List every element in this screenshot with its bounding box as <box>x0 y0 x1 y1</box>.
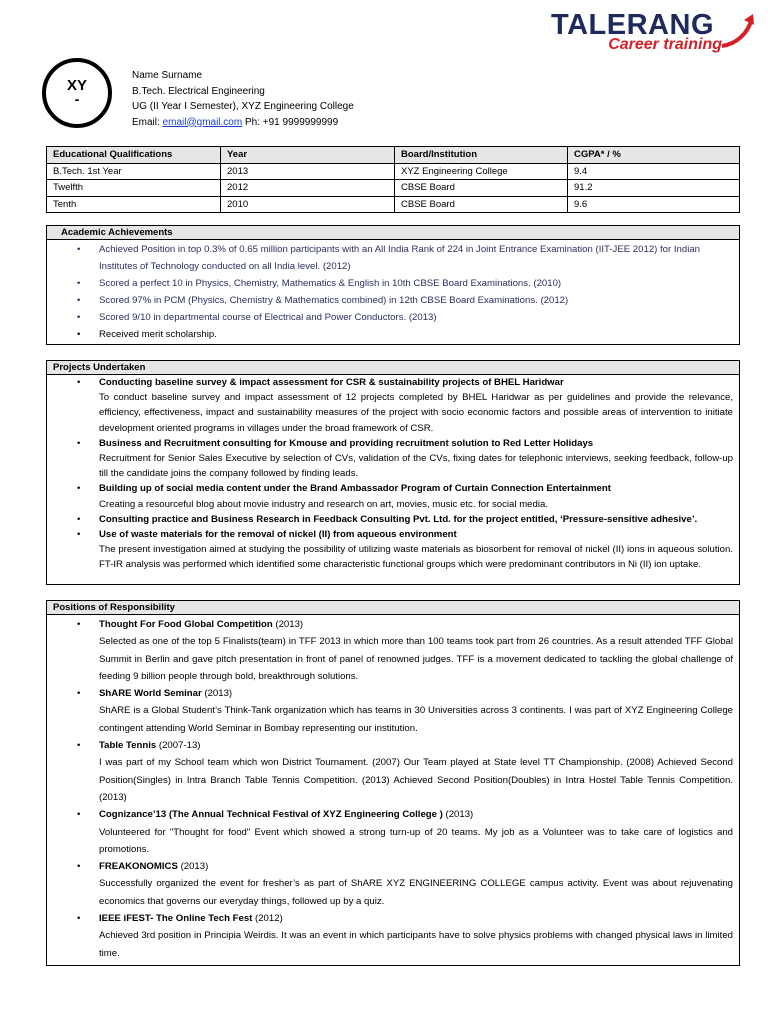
position-title: Thought For Food Global Competition <box>99 619 273 630</box>
list-item: • Scored 97% in PCM (Physics, Chemistry & Mathematics combined) in 12th CBSE Board Examinations. (2012) <box>99 292 733 309</box>
list-item <box>99 375 733 436</box>
positions-section <box>46 600 740 966</box>
academic-achievements-section <box>46 225 740 345</box>
list-item <box>99 685 733 737</box>
table-cell: 9.6 <box>568 196 740 213</box>
table-cell: 2010 <box>221 196 395 213</box>
list-item <box>99 512 733 527</box>
position-year: (2012) <box>255 913 283 925</box>
list-item: • Scored a perfect 10 in Physics, Chemistry, Mathematics & English in 10th CBSE Board Examinations. (2010) <box>99 275 733 292</box>
table-row <box>47 163 740 180</box>
brand-tagline: Career training <box>608 36 722 53</box>
table-cell: 2013 <box>221 163 395 180</box>
column-header: Board/Institution <box>395 147 568 164</box>
table-cell: 9.4 <box>568 163 740 180</box>
position-description: Selected as one of the top 5 Finalists(team) in TFF 2013 in which more than 100 teams took part from 26 countries. As a result attended TFF Global Summit in Berlin and gave pitch presentation in front of panel of renowned judges. TFF is a movement dedicated to tackling the global challenge of feeding 9 billion people through bold, breakthrough solutions. <box>99 636 733 682</box>
table-cell: 2012 <box>221 180 395 197</box>
position-title: Cognizance’13 (The Annual Technical Festival of XYZ Engineering College ) <box>99 809 443 821</box>
position-title: Table Tennis <box>99 740 157 752</box>
list-item <box>99 481 733 511</box>
avatar-initials: XY <box>66 77 87 94</box>
position-year: (2013) <box>275 619 304 630</box>
talerang-logo <box>543 8 758 56</box>
table-cell: Twelfth <box>47 180 221 197</box>
study-status: UG (II Year I Semester), XYZ Engineering College <box>132 101 354 112</box>
table-cell: CBSE Board <box>395 196 568 213</box>
column-header: Year <box>221 147 395 164</box>
achievements-list <box>47 240 739 343</box>
position-description: Successfully organized the event for fresher’s as part of ShARE XYZ ENGINEERING COLLEGE campus activity. Event was about rejuvenating economics that governs our everyday things, followed up by a quiz. <box>99 878 733 907</box>
contact-block <box>132 68 354 130</box>
position-description: Volunteered for "Thought for food" Event which showed a strong turn-up of 20 teams. My job as a Volunteer was to take care of logistics and promotions. <box>99 826 733 855</box>
candidate-name: Name Surname <box>132 70 203 81</box>
project-title: • Business and Recruitment consulting for Kmouse and providing recruitment solution to Red Letter Holidays <box>99 437 594 449</box>
phone: Ph: +91 9999999999 <box>244 116 339 128</box>
section-heading: Projects Undertaken <box>47 361 739 375</box>
brand-name: TALERANG <box>551 9 714 41</box>
avatar-mark: - <box>74 91 80 107</box>
position-description: I was part of my School team which won District Tournament. (2007) Our Team played at State level TT Championship. (2008) Achieved Second Position(Singles) in Intra Branch Table Tennis Competition. (2013) Achieved Second Position(Doubles) in Intra Hostel Table Tennis Competition. (2013) <box>99 757 733 803</box>
project-description: Creating a resourceful blog about movie industry and research on art, movies, music etc. for social media. <box>99 498 548 510</box>
position-year: (2013) <box>180 861 209 873</box>
positions-list <box>47 615 739 962</box>
column-header: CGPA* / % <box>568 147 740 164</box>
position-year: (2013) <box>445 809 474 821</box>
swoosh-icon <box>718 8 758 52</box>
project-description: To conduct baseline survey and impact assessment of 12 projects completed by BHEL Haridwar as per guidelines and provide the relevance, efficiency, effectiveness, impact and sustainability measures of the project with socio economic factors and possible areas of intervention to initiate development oriented programs in villages under the broad framework of CSR. <box>99 392 733 434</box>
table-cell: Tenth <box>47 196 221 213</box>
position-year: (2013) <box>204 688 233 700</box>
table-row <box>47 196 740 213</box>
project-description: Recruitment for Senior Sales Executive by selection of CVs, validation of the CVs, fixing dates for telephonic interviews, seeking feedback, follow-up till the candidate joins the company followed by finding leads. <box>99 453 733 480</box>
table-header-row <box>47 147 740 164</box>
project-title: • Conducting baseline survey & impact assessment for CSR & sustainability projects of BHEL Haridwar <box>99 377 564 388</box>
projects-section <box>46 360 740 585</box>
section-heading: Positions of Responsibility <box>47 601 739 615</box>
column-header: Educational Qualifications <box>47 147 221 164</box>
projects-list <box>47 375 739 573</box>
section-heading: Academic Achievements <box>47 226 739 240</box>
position-title: ShARE World Seminar <box>99 688 202 700</box>
contact-line <box>132 115 354 131</box>
list-item <box>99 436 733 482</box>
table-cell: CBSE Board <box>395 180 568 197</box>
list-item: • Achieved Position in top 0.3% of 0.65 million participants with an All India Rank of 224 in Joint Entrance Examination (IIT-JEE 2012) for Indian Institutes of Technology conducted on all India level. (2012) <box>99 241 733 275</box>
position-description: ShARE is a Global Student’s Think-Tank organization which has teams in 30 Universities across 3 continents. I was part of XYZ Engineering College contingent attending World Seminar in Bombay representing our institution. <box>99 705 733 734</box>
list-item: • Received merit scholarship. <box>99 326 733 343</box>
degree: B.Tech. Electrical Engineering <box>132 85 265 97</box>
list-item <box>99 858 733 910</box>
project-title: • Use of waste materials for the removal of nickel (II) from aqueous environment <box>99 529 457 541</box>
list-item: • Scored 9/10 in departmental course of Electrical and Power Conductors. (2013) <box>99 309 733 326</box>
list-item <box>99 806 733 858</box>
email-link[interactable]: email@gmail.com <box>162 116 243 128</box>
list-item <box>99 910 733 962</box>
table-cell: XYZ Engineering College <box>395 163 568 180</box>
email-label: Email: <box>132 116 160 128</box>
project-title: • Building up of social media content under the Brand Ambassador Program of Curtain Connection Entertainment <box>99 483 611 495</box>
list-item <box>99 527 733 573</box>
list-item <box>99 737 733 806</box>
table-cell: B.Tech. 1st Year <box>47 163 221 180</box>
education-table <box>46 146 740 213</box>
project-description: The present investigation aimed at studying the possibility of utilizing waste materials as biosorbent for removal of nickel (II) ions in aqueous solution. FT-IR analysis was performed which identified some characteristic functional groups which were predominant contributors in Ni (II) ion uptake. <box>99 544 733 571</box>
avatar <box>42 58 112 128</box>
table-row <box>47 180 740 197</box>
list-item <box>99 616 733 685</box>
project-title: • Consulting practice and Business Research in Feedback Consulting Pvt. Ltd. for the project entitled, ‘Pressure-sensitive adhesive’. <box>99 513 698 525</box>
position-title: IEEE iFEST- The Online Tech Fest <box>99 913 253 925</box>
table-cell: 91.2 <box>568 180 740 197</box>
position-year: (2007-13) <box>158 740 201 752</box>
position-description: Achieved 3rd position in Principia Weirdis. It was an event in which participants have to solve physics problems with changed physical laws in limited time. <box>99 930 733 959</box>
position-title: FREAKONOMICS <box>99 861 178 873</box>
